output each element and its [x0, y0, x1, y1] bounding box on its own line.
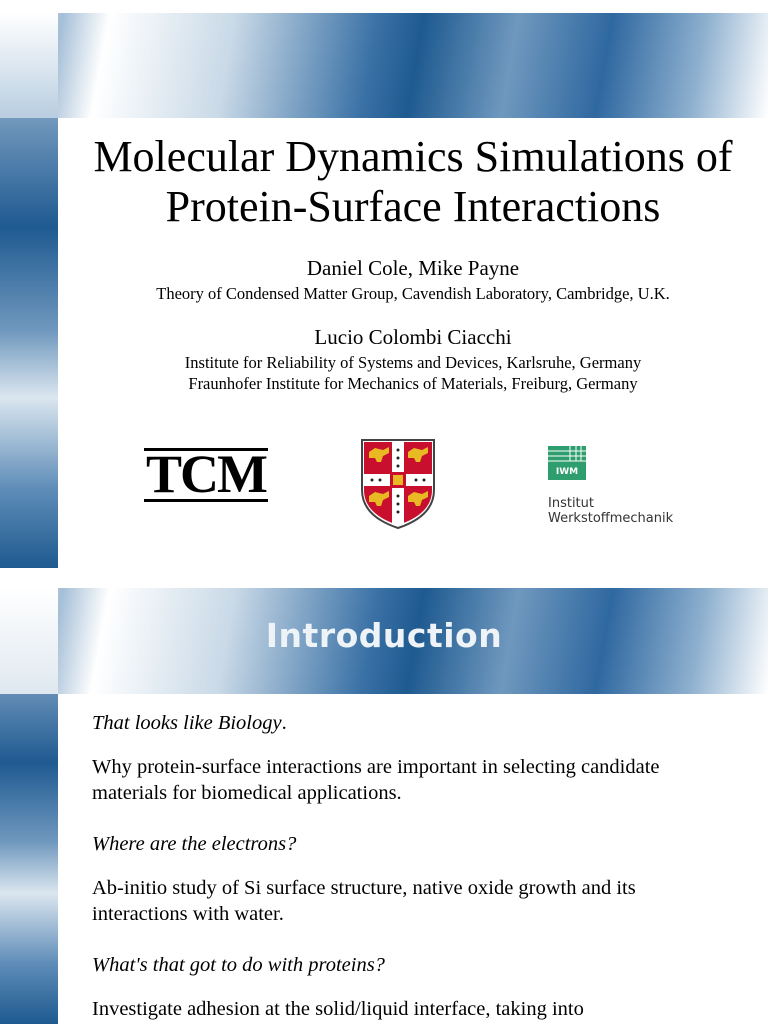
slide-title: Molecular Dynamics Simulations of Protein-Surface Interactions	[93, 132, 733, 231]
cambridge-shield-logo	[360, 438, 436, 530]
svg-text:IWM: IWM	[555, 467, 579, 477]
paragraph: Why protein-surface interactions are important in selecting candidate materials for biomedical applications.	[92, 756, 660, 804]
introduction-slide	[0, 588, 768, 1024]
section-heading: Introduction	[265, 616, 503, 655]
paragraph: What's that got to do with proteins?	[92, 954, 385, 976]
title-slide-content	[58, 118, 768, 568]
iwm-logo	[548, 446, 708, 536]
top-gradient-band	[0, 13, 768, 118]
paragraph: That looks like Biology.	[92, 712, 287, 734]
authors-group-2: Lucio Colombi Ciacchi	[314, 325, 512, 349]
tcm-logo: TCM	[146, 448, 266, 502]
affiliation-group-1: Theory of Condensed Matter Group, Cavendish Laboratory, Cambridge, U.K.	[156, 284, 670, 303]
iwm-mark-icon	[548, 446, 586, 480]
authors-group-1: Daniel Cole, Mike Payne	[306, 256, 520, 280]
paragraph: Where are the electrons?	[92, 833, 297, 855]
iwm-logo-text: Institut Werkstoffmechanik	[548, 496, 674, 526]
paragraph: Ab-initio study of Si surface structure, native oxide growth and its interactions with water.	[92, 877, 636, 925]
affiliation-group-2: Institute for Reliability of Systems and Devices, Karlsruhe, Germany Fraunhofer Institute for Mechanics of Materials, Freiburg, Germany	[184, 353, 642, 393]
paragraph: Investigate adhesion at the solid/liquid interface, taking into	[92, 998, 584, 1020]
introduction-body	[58, 694, 768, 1024]
